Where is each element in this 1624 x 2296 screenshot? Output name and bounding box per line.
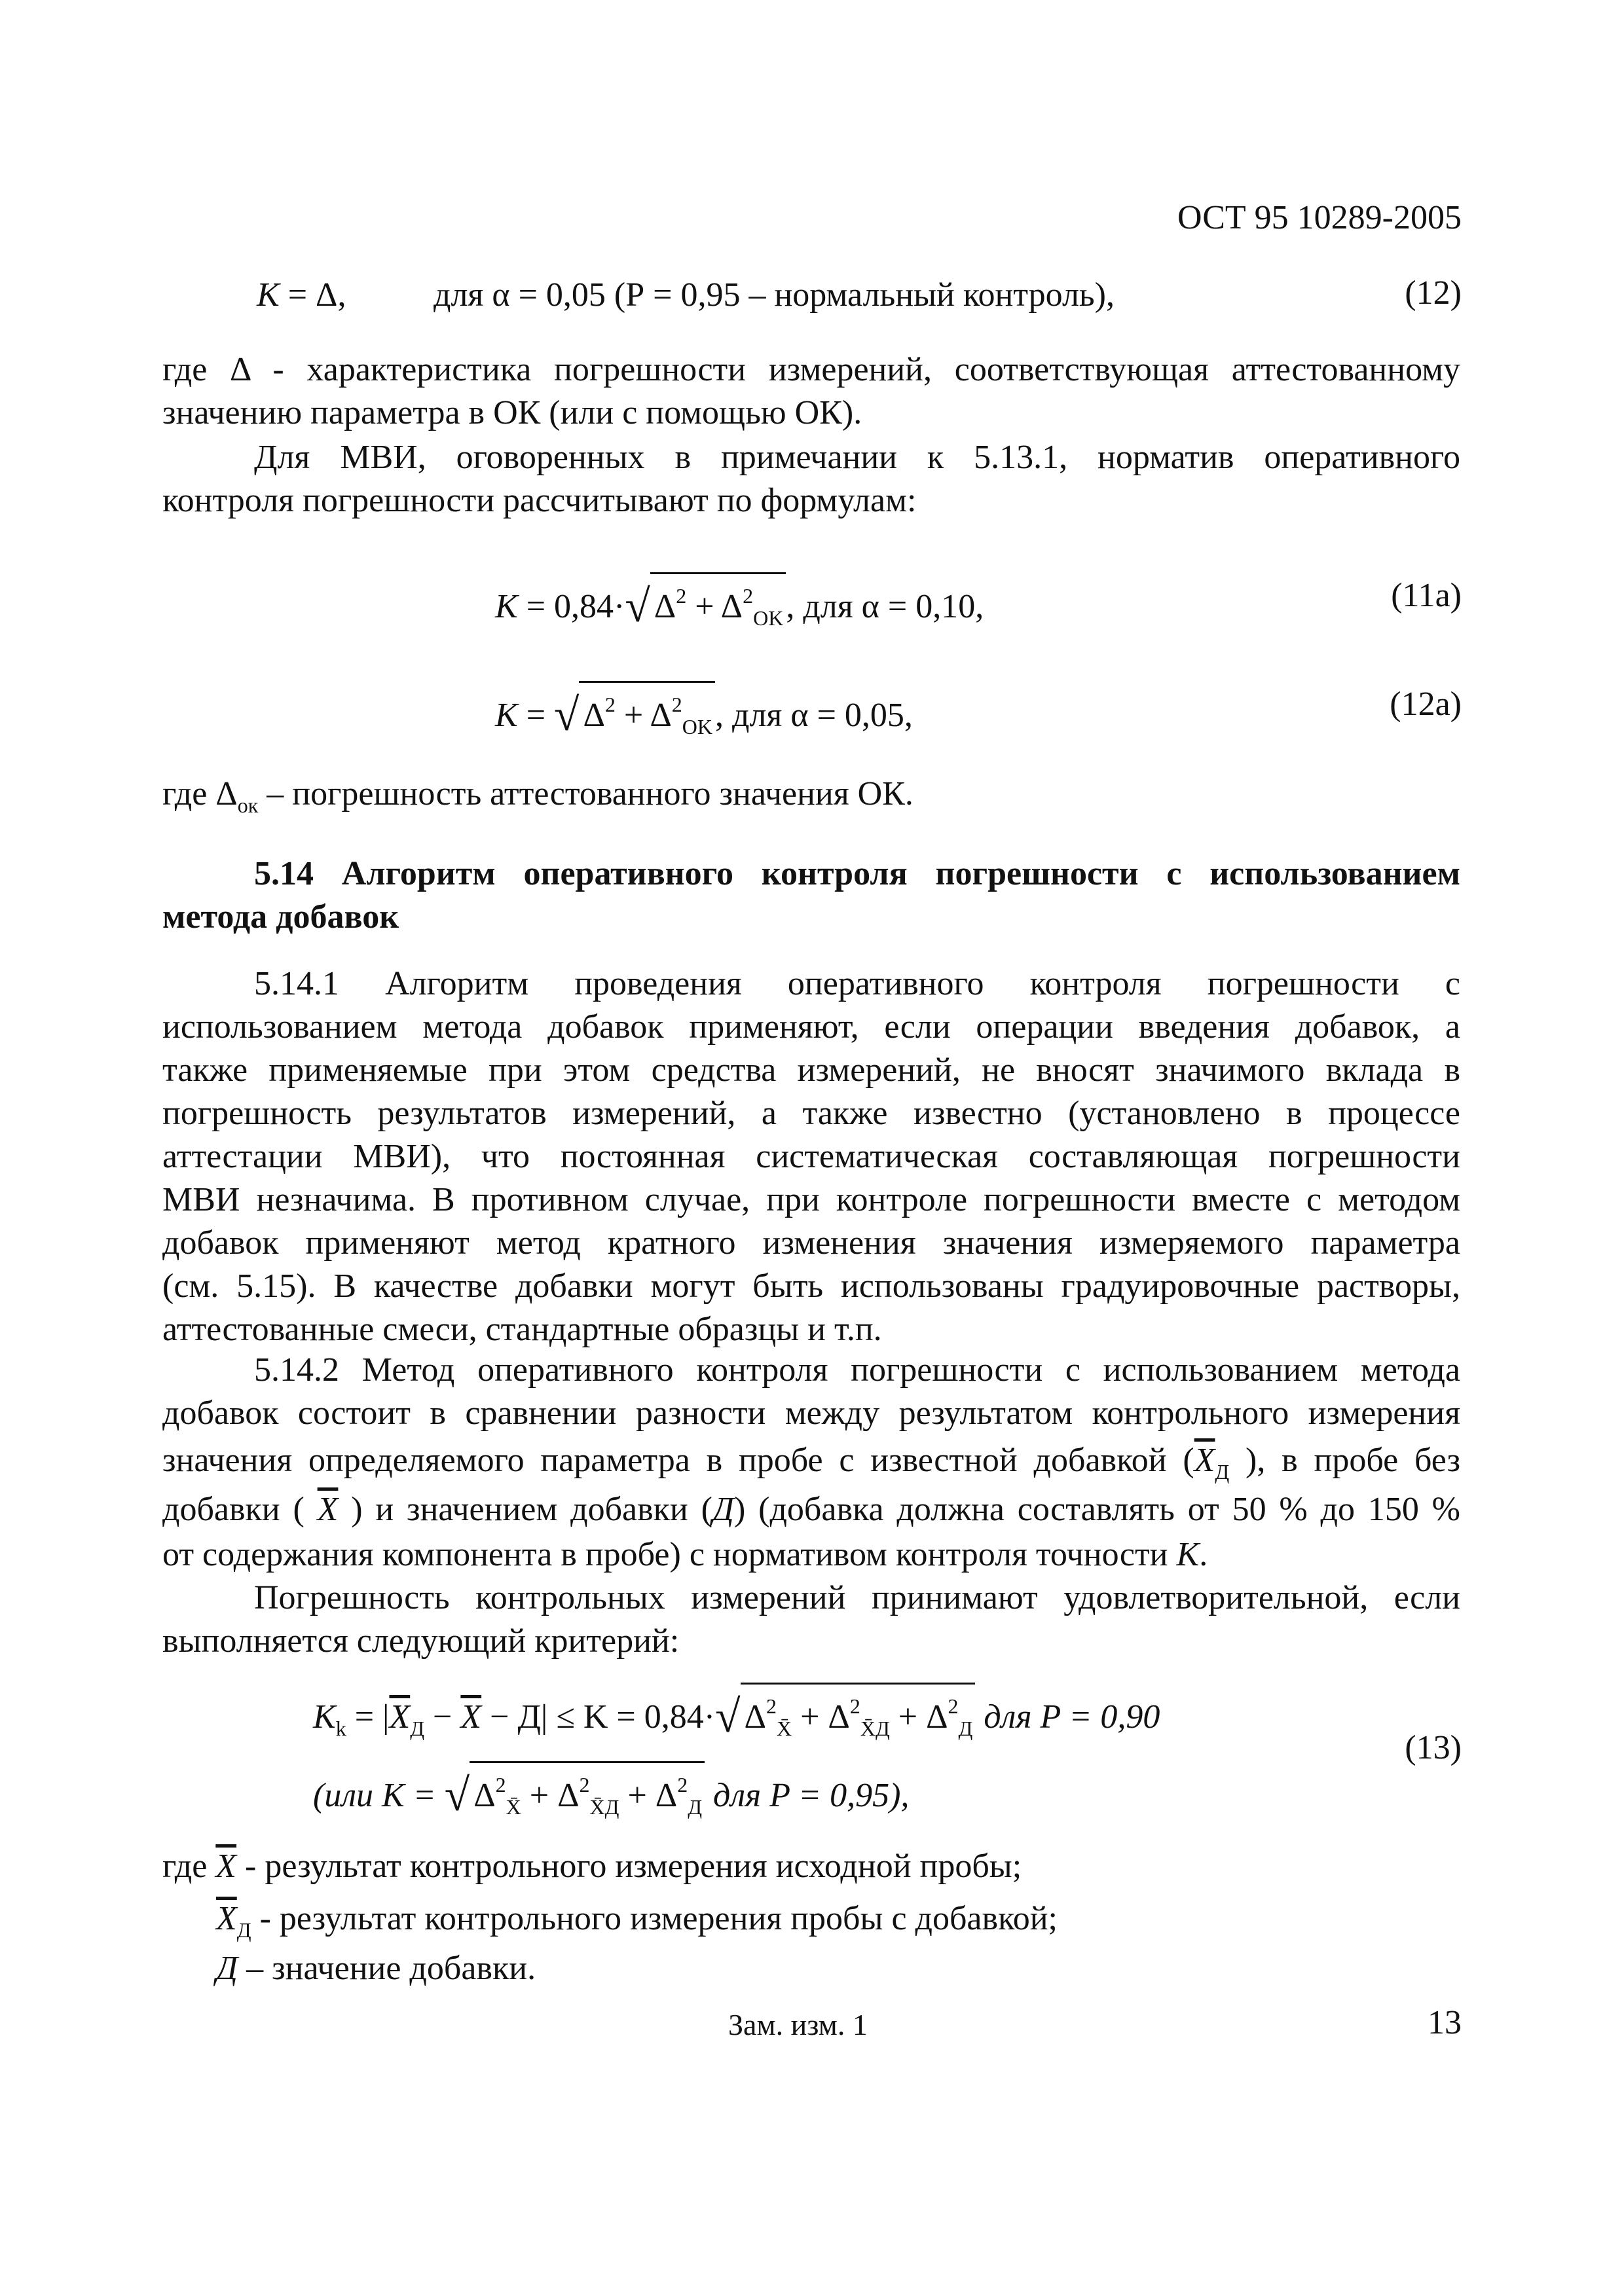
eq11a-sub-ok: OK [753,606,784,630]
paragraph-line: также применяемые при этом средства измерений, не вносят значимого вклада в [162,1051,1460,1089]
eq13-k: K [313,1698,336,1736]
var-x: $\overline{X}$ [317,1491,339,1528]
eq11a-delta: Δ [654,588,676,625]
eq13-sub-xd: X̄Д [860,1717,890,1740]
paragraph-line: Погрешность контрольных измерений принимают удовлетворительной, если [254,1579,1460,1616]
paragraph-line [162,1533,1460,1576]
paragraph-line [162,1486,1460,1533]
paragraph-line: контроля погрешности рассчитывают по формулам: [162,482,917,519]
eq12a-radicand [579,681,715,748]
text-run: добавки ( [162,1491,318,1528]
eq12a-sub-ok: OK [682,715,713,738]
eq13-x: $\overline{X}$ [460,1698,482,1736]
eq13-minus: − [424,1698,461,1736]
paragraph-line: добавок состоит в сравнении разности между результатом контрольного измерения [162,1394,1460,1432]
where-line-d [216,1947,536,1990]
paragraph-5-14-2 [162,1349,1460,1576]
eq11a-square: 2 [676,584,687,608]
eq13-square: 2 [766,1694,777,1718]
sqrt-symbol: √ [625,581,650,632]
paragraph-line: МВИ незначима. В противном случае, при контроле погрешности вместе с методом [162,1181,1460,1218]
eq11a-square-ok: 2 [743,584,754,608]
text-run: от содержания компонента в пробе) с нормативом контроля точности [162,1536,1177,1573]
text-run: - результат контрольного измерения исходной пробы; [236,1848,1022,1885]
paragraph-line: погрешность результатов измерений, а также известно (установлено в процессе [162,1095,1460,1132]
paragraph-line: аттестации МВИ), что постоянная систематическая составляющая погрешности [162,1138,1460,1175]
where-line-x [162,1845,1022,1888]
var-d: Д [712,1491,734,1528]
eq12-rhs: = Δ, [279,276,346,314]
text-run: значения определяемого параметра в пробе с известной добавкой ( [162,1442,1194,1479]
where-xd-sub: Д [236,1918,251,1942]
eq13-delta: Δ [473,1777,496,1814]
equation-13-number: (13) [1405,1729,1462,1766]
text-run: где [162,1848,216,1885]
eq13-k-sub: k [335,1717,346,1740]
paragraph-line: 5.14.2 Метод оперативного контроля погрешности с использованием метода [254,1351,1460,1389]
paragraph-line: где Δ - характеристика погрешности измерений, соответствующая аттестованному [162,351,1460,388]
footer-change-note: Зам. изм. 1 [728,2008,868,2041]
paragraph-line [162,1435,1460,1486]
eq13-radicand-2 [470,1761,705,1829]
equation-12 [257,274,346,317]
paragraph-line: выполняется следующий критерий: [162,1622,680,1660]
equation-12a-number: (12а) [1390,685,1462,723]
eq13-or: (или K = [313,1777,445,1814]
text-run: ), в пробе без [1229,1442,1460,1479]
equation-11a [495,572,984,640]
text-run: ) (добавка должна составлять от 50 % до 150 % [734,1491,1460,1528]
eq13-sub-x: X̄ [506,1795,521,1819]
eq12-lhs: K [257,276,280,314]
paragraph-line: 5.14.1 Алгоритм проведения оперативного контроля погрешности с [254,965,1460,1002]
paragraph-5-14-1 [162,962,1460,1351]
equation-13-line-2 [313,1761,909,1829]
eq12a-tail: , для α = 0,05, [715,697,913,734]
eq13-tail1: для P = 0,90 [975,1698,1160,1736]
sqrt-symbol: √ [444,1770,470,1821]
var-x-d-sub: Д [1215,1460,1230,1484]
heading-line: 5.14 Алгоритм оперативного контроля погрешности с использованием [254,855,1460,892]
eq12a-square: 2 [604,693,616,716]
where-line-xd [216,1897,1058,1952]
paragraph-line: аттестованные смеси, стандартные образцы и т.п. [162,1311,882,1348]
equation-12-condition: для α = 0,05 (Р = 0,95 – нормальный контроль), [434,276,1115,314]
equation-12a [495,681,913,748]
eq13-sub-x: X̄ [776,1717,792,1740]
eq13-sub-xd: X̄Д [589,1795,619,1819]
eq12a-plus-delta: + Δ [615,697,672,734]
paragraph-line: добавок применяют метод кратного изменения значения измеряемого параметра [162,1224,1460,1262]
eq13-square: 2 [579,1773,590,1796]
eq12a-square-ok: 2 [671,693,682,716]
eq13-sub-d: Д [958,1717,973,1740]
eq13-sub-d: Д [688,1795,703,1819]
eq12a-lhs: K [495,697,518,734]
eq13-plus-delta: + Δ [889,1698,948,1736]
eq13-square: 2 [849,1694,860,1718]
text-run: ) и значением добавки ( [338,1491,712,1528]
paragraph-delta-definition [162,348,1460,435]
text-run: . [1199,1536,1208,1573]
paragraph-line: (см. 5.15). В качестве добавки могут быть использованы градуировочные растворы, [162,1267,1460,1305]
paragraph-line: использованием метода добавок применяют, если операции введения добавок, а [162,1008,1460,1046]
sqrt-symbol: √ [554,690,580,740]
document-code: ОСТ 95 10289-2005 [1177,199,1462,236]
eq13-xd: $\overline{X}$ [389,1698,411,1736]
eq13-tail2: для P = 0,95), [705,1777,910,1814]
eq11a-lhs: K [495,588,518,625]
para3-pre: где Δ [162,775,238,812]
eq13-square: 2 [677,1773,688,1796]
eq13-xd-sub: Д [410,1717,425,1740]
where-x: $\overline{X}$ [215,1848,237,1885]
paragraph-line: Для МВИ, оговоренных в примечании к 5.13.1, норматив оперативного [254,439,1460,476]
eq11a-radicand [650,572,786,640]
eq12a-eq: = [517,697,555,734]
page-number: 13 [1428,2004,1462,2041]
paragraph-line: значению параметра в ОК (или с помощью ОК). [162,394,862,431]
where-xd: $\overline{X}$ [216,1900,237,1937]
equation-13-line-1 [313,1683,1160,1750]
equation-11a-number: (11а) [1391,577,1462,614]
text-run: – значение добавки. [238,1950,536,1987]
eq13-delta: Δ [744,1698,766,1736]
heading-line: метода добавок [162,898,399,936]
eq13-plus-delta: + Δ [521,1777,580,1814]
paragraph-criterion [162,1576,1460,1663]
eq11a-tail: , для α = 0,10, [786,588,984,625]
eq11a-plus-delta: + Δ [686,588,743,625]
text-run: - результат контрольного измерения пробы с добавкой; [251,1900,1058,1937]
eq13-square: 2 [948,1694,959,1718]
eq13-minus-d: − Д| ≤ K = 0,84· [481,1698,716,1736]
var-x-d: $\overline{X}$ [1194,1442,1215,1479]
eq13-radicand [741,1683,976,1750]
eq13-open: = | [346,1698,390,1736]
eq13-square: 2 [495,1773,506,1796]
paragraph-delta-ok-definition [162,773,913,827]
paragraph-mvi-note [162,436,1460,522]
section-heading-5-14 [162,852,1460,939]
eq11a-coef: = 0,84· [517,588,625,625]
sqrt-symbol: √ [715,1692,741,1742]
var-k: K [1176,1536,1200,1573]
eq13-plus-delta: + Δ [619,1777,678,1814]
para3-sub: ок [237,793,259,817]
eq12a-delta: Δ [583,697,605,734]
equation-12-number: (12) [1405,274,1462,312]
para3-post: – погрешность аттестованного значения ОК. [258,775,913,812]
where-d: Д [216,1950,238,1987]
eq13-plus-delta: + Δ [792,1698,850,1736]
